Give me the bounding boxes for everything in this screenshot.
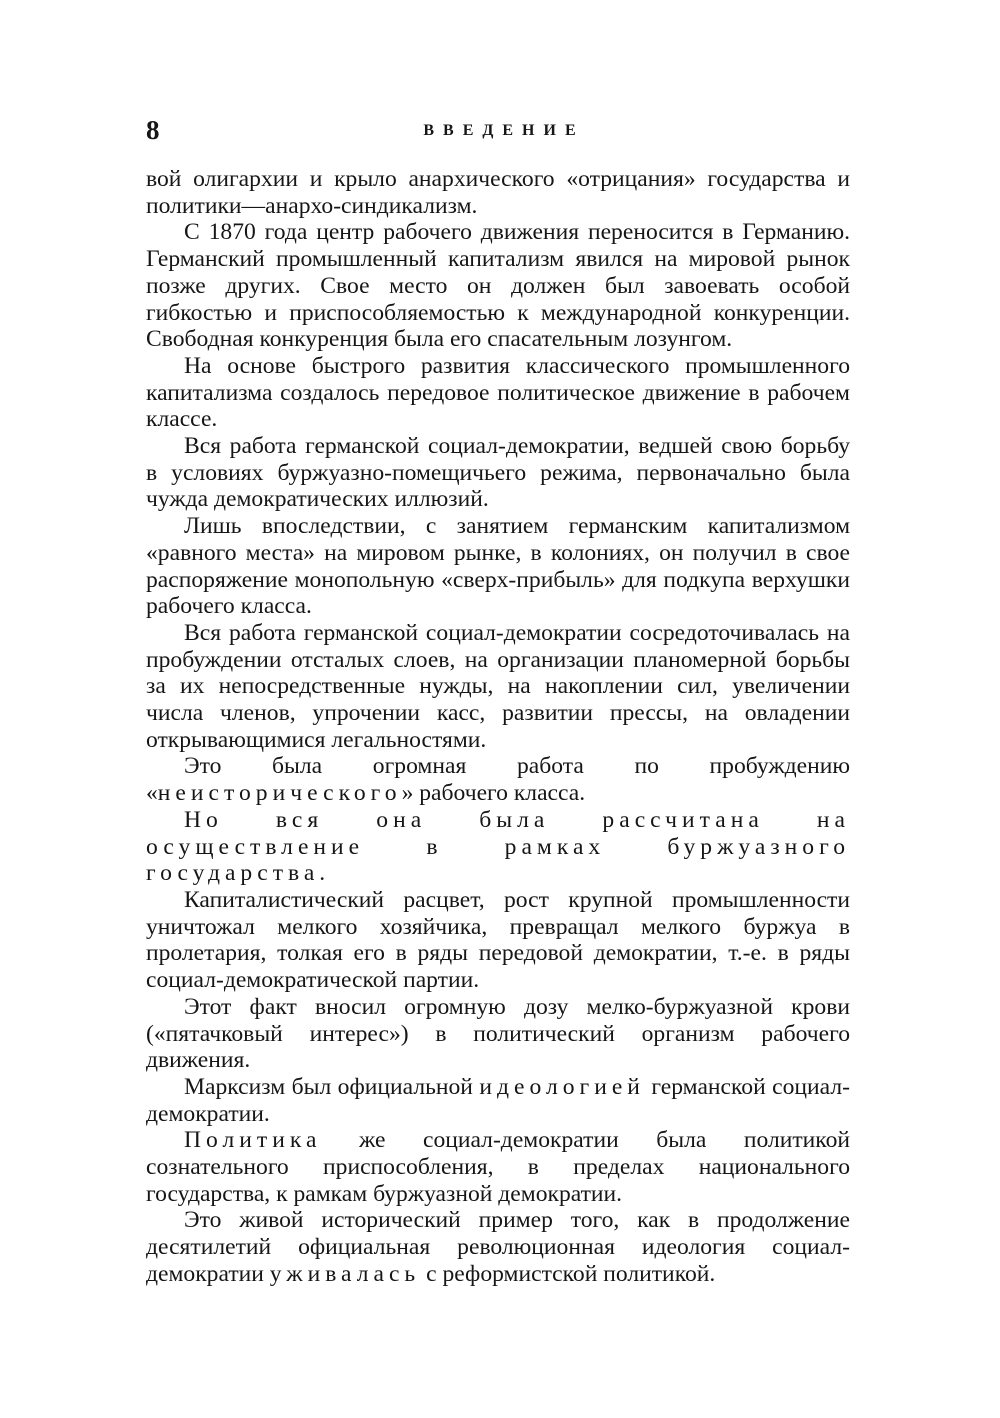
- text-segment: Марксизм был официальной: [184, 1073, 480, 1100]
- page-header: [146, 114, 850, 150]
- paragraph: вой олигархии и крыло анархического «отрицания» государства и политики—анархо-синдикализм.: [146, 166, 850, 219]
- page-number: 8: [146, 115, 160, 145]
- paragraph: Лишь впоследствии, с занятием германским капитализмом «равного места» на мировом рынке, в колониях, он получил в свое распоряжение монопольную «сверх-прибыль» для подкупа верхушки рабочего класса.: [146, 513, 850, 620]
- emphasis-spaced: Политика: [184, 1127, 322, 1154]
- running-head: ВВЕДЕНИЕ: [423, 122, 585, 139]
- text-segment: Это живой исторический пример того, как в продолжение десятилетий официальная революционная идеология социал-демократии: [146, 1207, 850, 1287]
- text-segment: с реформистской политикой.: [420, 1260, 716, 1287]
- text-segment: » рабочего класса.: [401, 780, 586, 807]
- emphasis-spaced: уживалась: [269, 1260, 421, 1287]
- paragraph: Этот факт вносил огромную дозу мелко-буржуазной крови («пятачковый интерес») в политический организм рабочего движения.: [146, 993, 850, 1074]
- emphasis-spaced: Но вся она была рассчитана на осуществление в рамках буржуазного государства.: [146, 806, 850, 887]
- paragraph: [146, 807, 850, 887]
- paragraph: [146, 753, 850, 806]
- paragraph: [146, 1207, 850, 1287]
- paragraph: Вся работа германской социал-демократии сосредоточивалась на пробуждении отсталых слоев, на организации планомерной борьбы за их непосредственные нужды, на накоплении сил, увеличении числа членов, упрочении касс, развитии прессы, на овладении открывающимися легальностями.: [146, 619, 850, 753]
- text-segment: Это была огромная работа по пробуждению «: [146, 753, 850, 807]
- emphasis-spaced: идеологией: [479, 1073, 645, 1100]
- paragraph: С 1870 года центр рабочего движения переносится в Германию. Германский промышленный капитализм явился на мировой рынок позже других. Свое место он должен был завоевать особой гибкостью и приспособляемостью к международной конкуренции. Свободная конкуренция была его спасательным лозунгом.: [146, 219, 850, 353]
- paragraph: На основе быстрого развития классического промышленного капитализма создалось передовое политическое движение в рабочем классе.: [146, 352, 850, 433]
- text-segment: же социал-демократии была политикой сознательного приспособления, в пределах национального государства, к рамкам буржуазной демократии.: [146, 1127, 850, 1207]
- emphasis-spaced: неисторического: [157, 780, 402, 807]
- text-segment: германской социал-демократии.: [146, 1073, 850, 1127]
- paragraph: Вся работа германской социал-демократии, ведшей свою борьбу в условиях буржуазно-помещичьего режима, первоначально была чужда демократических иллюзий.: [146, 433, 850, 513]
- body-text: [146, 166, 850, 1288]
- paragraph: Капиталистический расцвет, рост крупной промышленности уничтожал мелкого хозяйчика, превращал мелкого буржуа в пролетария, толкая его в ряды передовой демократии, т.-е. в ряды социал-демократической партии.: [146, 886, 850, 994]
- paragraph: [146, 1074, 850, 1127]
- paragraph: [146, 1127, 850, 1207]
